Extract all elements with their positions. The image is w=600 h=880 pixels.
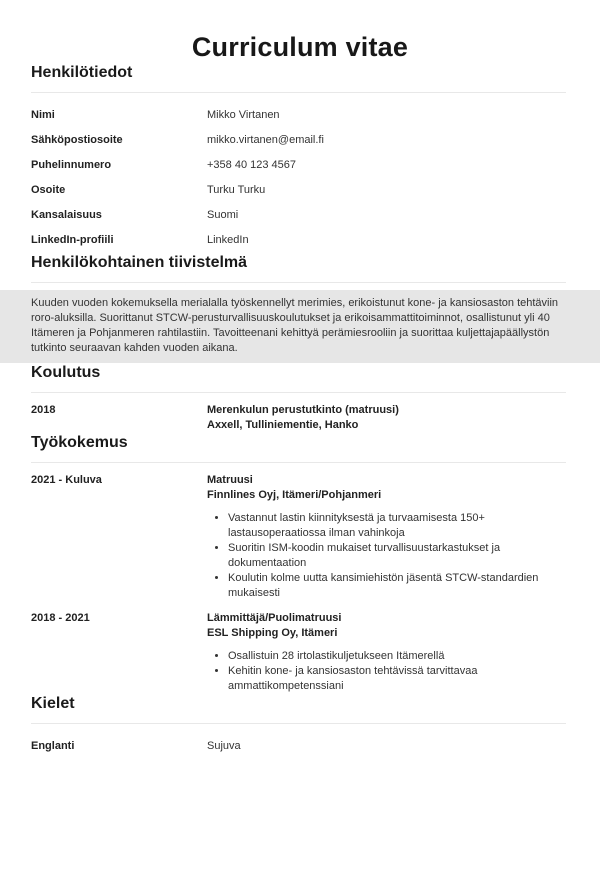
field-label: LinkedIn-profiili [31,234,114,246]
field-value: Turku Turku [207,184,266,196]
entry-title: Merenkulun perustutkinto (matruusi) [207,404,399,416]
section-heading-education: Koulutus [31,363,566,393]
bullet-item: • Kehitin kone- ja kansiosaston tehtävissä tarvittavaa ammattikompetenssiani [228,664,566,694]
summary-paragraph: Kuuden vuoden kokemuksella merialalla työskennellyt merimies, erikoistunut kone- ja kansiosaston tehtäviin roro-aluksilla. Suorittanut STCW-perusturvallisuuskoulutukset ja erikoisammattitoiminnot, osallistunut yli 40 Itämeren ja Pohjanmeren rahtilastiin. Tavoitteenani kehittyä perämiesrooliin ja suorittaa kuljettajapäällystön tutkinto seuraavan kahden vuoden aikana. [31,297,559,354]
field-row [31,153,566,178]
entry-period: 2021 - Kuluva [31,474,102,486]
entry-organization: ESL Shipping Oy, Itämeri [207,627,338,639]
entry-period: 2018 - 2021 [31,612,90,624]
field-label: Englanti [31,740,75,752]
field-label: Nimi [31,109,55,121]
field-row [31,734,566,759]
entry-body [207,403,566,433]
section-heading-summary: Henkilökohtainen tiivistelmä [31,253,566,283]
field-label: Kansalaisuus [31,209,102,221]
field-row [31,178,566,203]
entry-organization: Finnlines Oyj, Itämeri/Pohjanmeri [207,489,382,501]
field-row [31,228,566,253]
field-value: mikko.virtanen@email.fi [207,134,324,146]
field-value: Sujuva [207,740,241,752]
section-experience [0,433,600,694]
entry-body [207,611,566,694]
field-value: LinkedIn [207,234,249,246]
field-value: Suomi [207,209,239,221]
cv-document [0,32,600,759]
field-label: Sähköpostiosoite [31,134,123,146]
entry-title: Matruusi [207,474,253,486]
field-value: +358 40 123 4567 [207,159,297,171]
entry-institution: Axxell, Tulliniementie, Hanko [207,419,359,431]
section-education [0,363,600,433]
bullet-item: • Koulutin kolme uutta kansimiehistön jäsentä STCW-standardien mukaisesti [228,571,566,601]
section-heading-experience: Työkokemus [31,433,566,463]
achievement-list [207,511,566,601]
section-languages [0,694,600,759]
personal-fields [31,103,566,253]
field-row [31,103,566,128]
section-summary [0,253,600,363]
section-heading-personal: Henkilötiedot [31,63,566,93]
entry-body [207,473,566,601]
bullet-item: • Osallistuin 28 irtolastikuljetukseen Itämerellä [228,649,566,664]
field-label: Puhelinnumero [31,159,112,171]
entry-period: 2018 [31,404,56,416]
bullet-item: • Vastannut lastin kiinnityksestä ja turvaamisesta 150+ lastausoperaatiossa ilman vahinkoja [228,511,566,541]
section-personal [0,63,600,253]
education-entry [31,403,566,433]
page-title: Curriculum vitae [191,32,409,62]
achievement-list [207,649,566,694]
section-heading-languages: Kielet [31,694,566,724]
field-row [31,128,566,153]
field-label: Osoite [31,184,66,196]
summary-highlight-band [0,290,600,363]
language-fields [31,734,566,759]
experience-entry [31,473,566,601]
experience-entry [31,611,566,694]
field-value: Mikko Virtanen [207,109,280,121]
bullet-item: • Suoritin ISM-koodin mukaiset turvallisuustarkastukset ja dokumentaation [228,541,566,571]
field-row [31,203,566,228]
entry-title: Lämmittäjä/Puolimatruusi [207,612,342,624]
